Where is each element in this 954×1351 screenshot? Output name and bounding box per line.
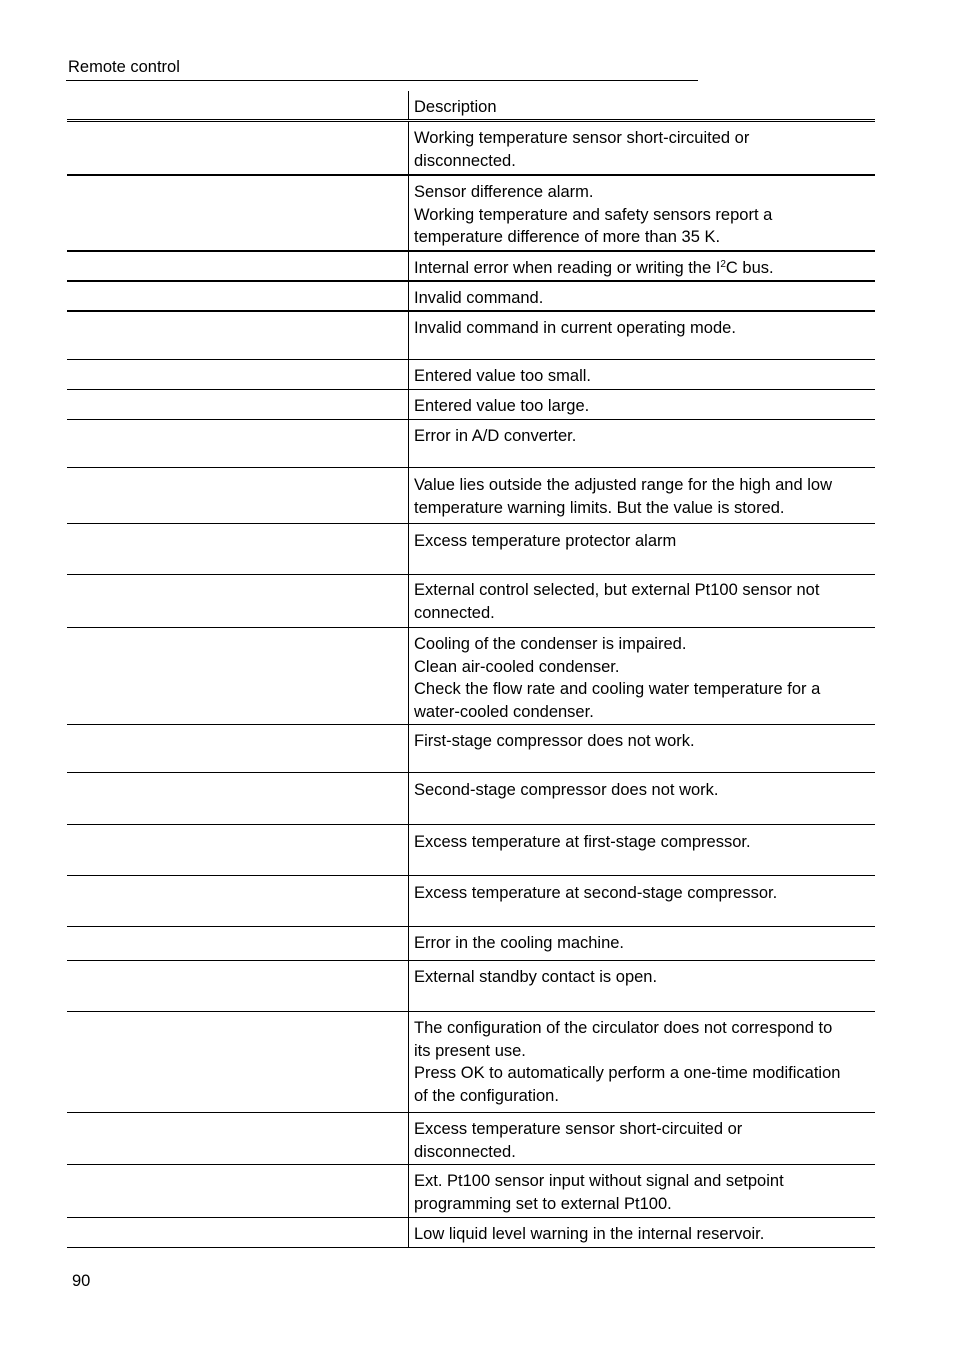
table-row (67, 825, 875, 876)
description-cell: Sensor difference alarm. Working temperature and safety sensors report a temperature difference of more than 35 K. (414, 183, 773, 246)
header-cell-empty (67, 91, 409, 119)
page-number: 90 (72, 1272, 91, 1290)
table-row (67, 961, 875, 1012)
table-row (67, 628, 875, 725)
description-cell: First-stage compressor does not work. (414, 732, 695, 750)
header-rule (66, 80, 698, 81)
description-cell: Working temperature sensor short-circuited or disconnected. (414, 129, 750, 170)
table-header-row (67, 91, 875, 122)
section-title: Remote control (68, 58, 180, 76)
description-cell: Error in the cooling machine. (414, 934, 625, 952)
description-cell: Error in A/D converter. (414, 427, 577, 445)
table-row (67, 927, 875, 961)
table-row (67, 725, 875, 773)
table-row (67, 468, 875, 524)
description-cell: Low liquid level warning in the internal reservoir. (414, 1225, 765, 1243)
table-row (67, 524, 875, 575)
description-cell: Ext. Pt100 sensor input without signal and setpoint programming set to external Pt100. (414, 1172, 784, 1213)
description-cell: Invalid command. (414, 289, 544, 307)
table-row (67, 176, 875, 252)
description-cell: External control selected, but external Pt100 sensor not connected. (414, 581, 820, 622)
error-table (67, 91, 875, 1248)
description-cell: Excess temperature at first-stage compressor. (414, 833, 751, 851)
description-cell: Second-stage compressor does not work. (414, 781, 719, 799)
description-cell: Excess temperature at second-stage compressor. (414, 884, 778, 902)
table-row (67, 252, 875, 282)
description-cell: Cooling of the condenser is impaired. Clean air-cooled condenser. Check the flow rate and cooling water temperature for a water-cooled condenser. (414, 635, 821, 721)
table-row (67, 575, 875, 628)
table-row (67, 360, 875, 390)
description-cell: Entered value too large. (414, 397, 590, 415)
table-row (67, 1165, 875, 1218)
description-cell: Internal error when reading or writing the $I^2C$ bus. (414, 259, 774, 277)
description-header: Description (414, 98, 497, 116)
table-row (67, 1218, 875, 1248)
description-cell: The configuration of the circulator does not correspond to its present use. Press OK to automatically perform a one-time modification of the configuration. (414, 1019, 841, 1105)
table-row (67, 773, 875, 825)
table-row (67, 876, 875, 927)
table-row (67, 1012, 875, 1113)
description-cell: Excess temperature protector alarm (414, 532, 677, 550)
description-cell: Excess temperature sensor short-circuited or disconnected. (414, 1120, 743, 1161)
table-row (67, 1113, 875, 1165)
description-cell: Value lies outside the adjusted range for the high and low temperature warning limits. But the value is stored. (414, 476, 832, 517)
table-row (67, 420, 875, 468)
table-row (67, 312, 875, 360)
description-cell: Entered value too small. (414, 367, 592, 385)
table-row (67, 390, 875, 420)
description-cell: External standby contact is open. (414, 968, 658, 986)
table-row (67, 122, 875, 176)
table-row (67, 282, 875, 312)
description-cell: Invalid command in current operating mode. (414, 319, 736, 337)
